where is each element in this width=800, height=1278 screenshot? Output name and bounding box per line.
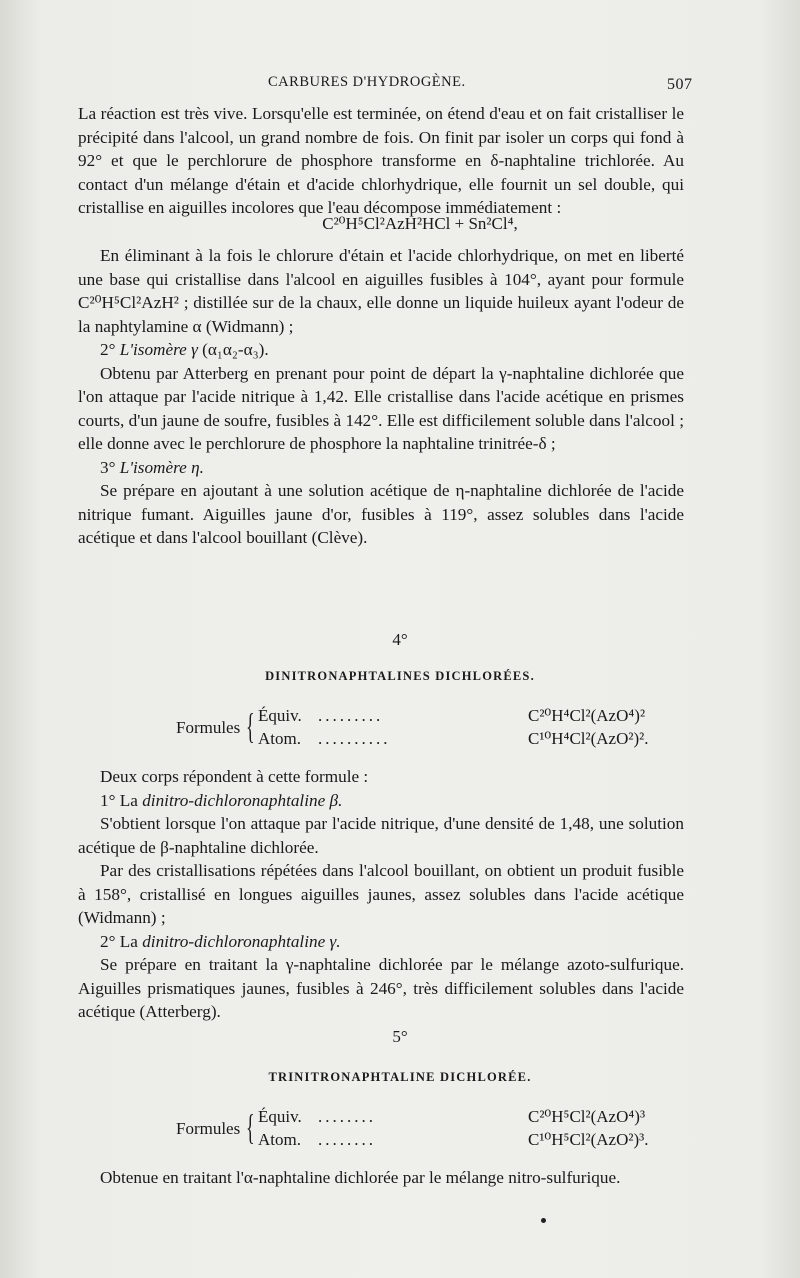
equiv-label: Équiv. xyxy=(258,706,302,725)
heading-beta xyxy=(78,789,684,813)
section-4-title: DINITRONAPHTALINES DICHLORÉES. xyxy=(265,669,535,683)
item-name: dinitro-dichloronaphtaline γ. xyxy=(142,931,341,951)
equiv-label: Équiv. xyxy=(258,1107,302,1126)
heading-isomer-gamma xyxy=(78,338,684,362)
brace-glyph: { xyxy=(246,1107,255,1147)
item-number: 2° xyxy=(100,340,116,359)
formula-double-salt: C²⁰H⁵Cl²AzH²HCl + Sn²Cl⁴, xyxy=(322,214,518,233)
running-header xyxy=(0,74,800,98)
formulas-label: Formules xyxy=(176,1119,241,1138)
leader-dots: ........ xyxy=(318,1130,376,1149)
paragraph-nitro-sulfurique: Obtenue en traitant l'α-naphtaline dichlorée par le mélange nitro-sulfurique. xyxy=(100,1168,621,1187)
paragraph-atterberg: Obtenu par Atterberg en prenant pour point de départ la γ-naphtaline dichlorée que l'on attaque par l'acide nitrique à 1,42. Elle cristallise dans l'acide acétique en prismes courts, d'un jaune de soufre, fusibles à 142°. Elle est difficilement soluble dans l'alcool ; elle donne avec le perchlorure de phosphore la naphtaline trinitrée-δ ; xyxy=(78,363,684,453)
block-isomers xyxy=(78,244,684,550)
formula-block-section-4 xyxy=(176,706,696,754)
leader-dots: ........ xyxy=(318,1107,376,1126)
item-number: 2° xyxy=(100,931,116,951)
heading-isomer-eta xyxy=(78,456,684,480)
formula-block-section-5 xyxy=(176,1107,696,1155)
paragraph-text: La réaction est très vive. Lorsqu'elle est terminée, on étend d'eau et on fait cristalliser le précipité dans l'alcool, un grand nombre de fois. On finit par isoler un corps qui fond à 92° et que le perchlorure de phosphore transforme en δ-naphtaline trichlorée. Au contact d'un mélange d'étain et d'acide chlorhydrique, elle fournit un sel double, qui cristallise en aiguilles incolores que l'eau décompose immédiatement : xyxy=(78,104,684,217)
formulas-label: Formules xyxy=(176,718,241,737)
brace-glyph: { xyxy=(246,706,255,746)
paragraph-cleve: Se prépare en ajoutant à une solution acétique de η-naphtaline dichlorée de l'acide nitrique fumant. Aiguilles jaune d'or, fusibles à 119°, assez solubles dans l'acide acétique et dans l'alcool bouillant (Clève). xyxy=(78,481,684,547)
item-label: L'isomère γ xyxy=(119,340,198,359)
leader-dots: .......... xyxy=(318,729,391,748)
item-formula: (α₁α₂-α₃). xyxy=(202,340,269,359)
item-number: 1° xyxy=(100,790,116,810)
paragraph-elimination: En éliminant à la fois le chlorure d'étain et l'acide chlorhydrique, on met en liberté une base qui cristallise dans l'alcool en aiguilles fusibles à 104°, ayant pour formule C²⁰H⁵Cl²AzH² ; distillée sur de la chaux, elle donne un liquide huileux ayant l'odeur de la naphtylamine α (Widmann) ; xyxy=(78,246,684,336)
paragraph-reaction xyxy=(78,102,684,220)
paragraph-intro: Deux corps répondent à cette formule : xyxy=(100,767,369,786)
section-5-number: 5° xyxy=(392,1027,408,1046)
paragraph-gamma-prep: Se prépare en traitant la γ-naphtaline dichlorée par le mélange azoto-sulfurique. Aiguilles prismatiques jaunes, fusibles à 246°, très difficilement solubles dans l'acide acétique (Atterberg). xyxy=(78,955,684,1021)
ink-dot xyxy=(541,1218,546,1223)
equiv-value: C²⁰H⁵Cl²(AzO⁴)³ xyxy=(528,1107,646,1126)
paragraph-beta-prep: S'obtient lorsque l'on attaque par l'acide nitrique, d'une densité de 1,48, une solution acétique de β-naphtaline dichlorée. xyxy=(78,814,684,857)
item-name: dinitro-dichloronaphtaline β. xyxy=(142,790,343,810)
item-number: 3° xyxy=(100,457,116,477)
item-label: L'isomère η. xyxy=(119,457,204,477)
block-section-5 xyxy=(78,1166,684,1190)
section-4-number: 4° xyxy=(392,630,408,649)
paragraph-beta-cryst: Par des cristallisations répétées dans l'alcool bouillant, on obtient un produit fusible à 158°, cristallisé en longues aiguilles jaunes, assez solubles dans l'acide acétique (Widmann) ; xyxy=(78,861,684,927)
heading-gamma xyxy=(78,930,684,954)
equiv-value: C²⁰H⁴Cl²(AzO⁴)² xyxy=(528,706,646,725)
item-label: La xyxy=(119,790,138,810)
atom-label: Atom. xyxy=(258,1130,301,1149)
atom-value: C¹⁰H⁴Cl²(AzO²)². xyxy=(528,729,649,748)
section-5-title: TRINITRONAPHTALINE DICHLORÉE. xyxy=(268,1070,532,1084)
block-section-4 xyxy=(78,765,684,1024)
leader-dots: ......... xyxy=(318,706,384,725)
atom-value: C¹⁰H⁵Cl²(AzO²)³. xyxy=(528,1130,649,1149)
header-title: CARBURES D'HYDROGÈNE. xyxy=(268,74,466,90)
atom-label: Atom. xyxy=(258,729,301,748)
item-label: La xyxy=(119,931,138,951)
page-number: 507 xyxy=(667,76,693,93)
